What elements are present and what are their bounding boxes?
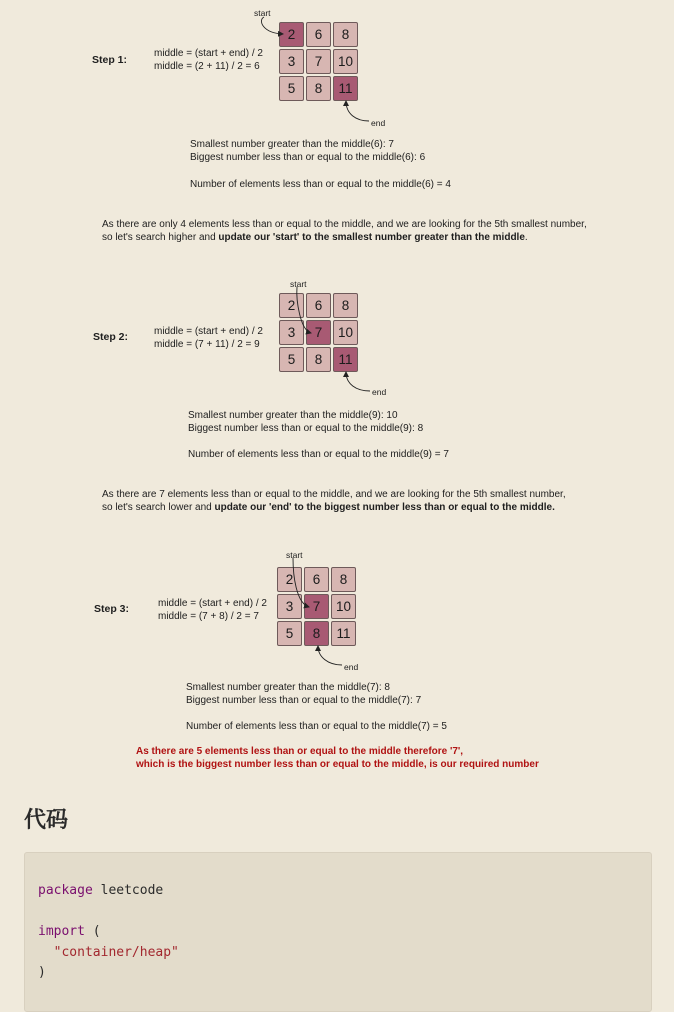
matrix-cell: 7 [304,594,329,619]
code-block[interactable] [24,852,652,1012]
step-2-explanation-line-1: As there are 7 elements less than or equal to the middle, and we are looking for the 5th smallest number, [102,489,566,500]
step-1-end-arrow [346,101,369,121]
matrix-cell: 2 [279,293,304,318]
step-1-formula-line-2: middle = (2 + 11) / 2 = 6 [154,61,260,72]
step-2-count-line: Number of elements less than or equal to the middle(9) = 7 [188,449,449,460]
step-3-formula-line-1: middle = (start + end) / 2 [158,598,267,609]
step-2-formula-line-1: middle = (start + end) / 2 [154,326,263,337]
matrix-cell: 3 [279,49,304,74]
step-1-label: Step 1: [92,54,128,66]
step-1-start-label: start [254,8,271,18]
matrix-cell: 7 [306,320,331,345]
matrix-cell: 11 [331,621,356,646]
conclusion-line-2: which is the biggest number less than or equal to the middle, is our required number [136,759,539,770]
code-string: "container/heap" [53,944,179,960]
step-1-explanation-normal: so let's search higher and [102,232,219,243]
conclusion-line-1: As there are 5 elements less than or equal to the middle therefore '7', [136,746,464,757]
step-3-start-label: start [286,550,303,560]
step-3-end-arrow [318,646,342,665]
matrix-cell: 6 [306,22,331,47]
matrix-cell: 8 [304,621,329,646]
step-3-label: Step 3: [94,603,130,615]
matrix-cell: 5 [277,621,302,646]
step-2-explanation-bold: update our 'end' to the biggest number less than or equal to the middle. [214,502,555,513]
code-keyword: import [38,924,85,939]
code-text: ( [84,924,101,939]
step-2-end-label: end [372,387,387,397]
step-3-count-line: Number of elements less than or equal to the middle(7) = 5 [186,721,447,732]
matrix-cell: 3 [277,594,302,619]
matrix-cell: 5 [279,76,304,101]
step-1-explanation-bold: update our 'start' to the smallest number greater than the middle [218,232,525,243]
step-2-label: Step 2: [93,331,129,343]
matrix-cell: 8 [333,22,358,47]
matrix-cell: 8 [306,347,331,372]
matrix-cell: 10 [333,49,358,74]
matrix-cell: 7 [306,49,331,74]
matrix-cell: 11 [333,347,358,372]
code-text: ) [38,965,46,980]
step-3-formula-line-2: middle = (7 + 8) / 2 = 7 [158,611,259,622]
code-text: leetcode [92,883,164,898]
code-content [38,881,179,984]
step-1-end-label: end [371,118,386,128]
step-1-explanation-line-1: As there are only 4 elements less than or equal to the middle, and we are looking for the 5th smallest number, [102,219,587,230]
step-1-count-line: Number of elements less than or equal to the middle(6) = 4 [190,179,451,190]
step-2-end-arrow [346,372,370,391]
matrix-cell: 8 [306,76,331,101]
section-title: 代码 [24,808,69,833]
matrix-cell: 11 [333,76,358,101]
step-3-info-line-1: Smallest number greater than the middle(7): 8 [186,682,390,693]
matrix-cell: 5 [279,347,304,372]
code-keyword: package [38,883,93,898]
step-2-explanation-line-2 [102,501,555,514]
matrix-cell: 10 [333,320,358,345]
step-2-formula-line-2: middle = (7 + 11) / 2 = 9 [154,339,260,350]
matrix-cell: 8 [331,567,356,592]
step-3-end-label: end [344,662,359,672]
matrix-cell: 10 [331,594,356,619]
step-2-explanation-normal: so let's search lower and [102,502,215,513]
step-2-start-label: start [290,279,307,289]
step-2-info-line-1: Smallest number greater than the middle(9): 10 [188,410,398,421]
step-1-info-line-2: Biggest number less than or equal to the middle(6): 6 [190,152,426,163]
step-1-explanation-end: . [524,232,528,243]
step-1-formula-line-1: middle = (start + end) / 2 [154,48,263,59]
step-1-explanation-line-2 [102,231,528,244]
step-1-info-line-1: Smallest number greater than the middle(6): 7 [190,139,394,150]
step-2-info-line-2: Biggest number less than or equal to the middle(9): 8 [188,423,424,434]
matrix-cell: 3 [279,320,304,345]
matrix-cell: 6 [304,567,329,592]
matrix-cell: 2 [279,22,304,47]
step-3-info-line-2: Biggest number less than or equal to the middle(7): 7 [186,695,422,706]
matrix-cell: 6 [306,293,331,318]
matrix-cell: 8 [333,293,358,318]
matrix-cell: 2 [277,567,302,592]
